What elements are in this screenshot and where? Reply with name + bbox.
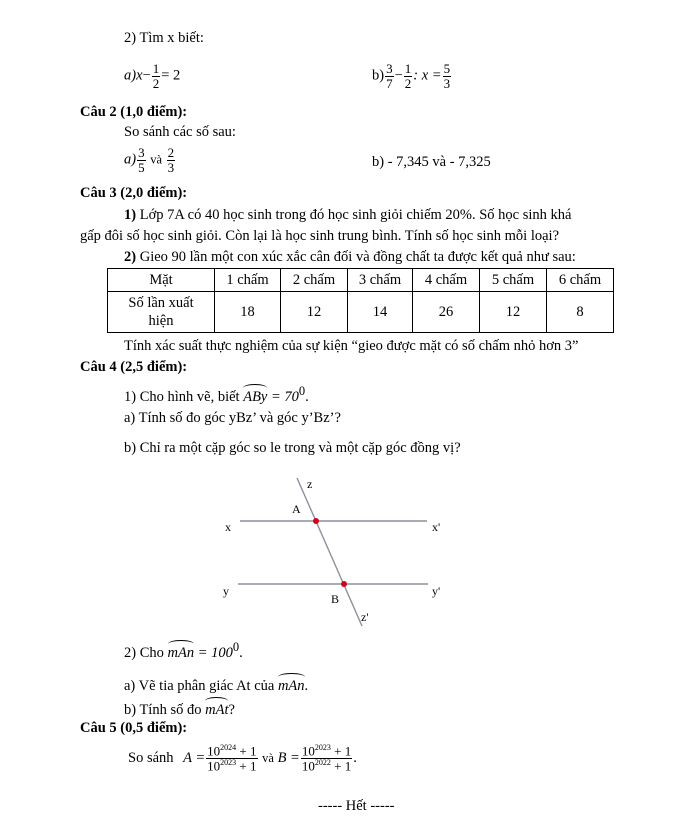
q1-part2-a-equation bbox=[124, 62, 180, 90]
table-header-cell: 1 chấm bbox=[215, 269, 281, 292]
q1b-f1-num: 3 bbox=[386, 61, 393, 76]
table-row bbox=[108, 292, 614, 333]
q3-p1-text: Lớp 7A có 40 học sinh trong đó học sinh giỏi chiếm 20%. Số học sinh khá bbox=[136, 207, 572, 223]
q5-heading: Câu 5 (0,5 điểm): bbox=[80, 720, 188, 736]
q1b-f2-num: 1 bbox=[404, 61, 412, 76]
q4-p2-intro bbox=[124, 640, 243, 662]
q5-b-num-exp: 2023 bbox=[314, 743, 331, 752]
table-cell: 26 bbox=[413, 292, 480, 333]
q2a-f2-den: 3 bbox=[167, 159, 175, 175]
q5-b-den-tail: + 1 bbox=[330, 758, 352, 774]
label-x: x bbox=[225, 520, 231, 534]
table-row-label bbox=[108, 292, 215, 333]
table-header-cell: 5 chấm bbox=[480, 269, 547, 292]
q2a-f1-den: 5 bbox=[138, 159, 145, 175]
q2-b-expression: b) - 7,345 và - 7,325 bbox=[372, 154, 491, 170]
q1b-f1-den: 7 bbox=[386, 75, 393, 91]
dice-results-table bbox=[107, 268, 614, 333]
q2a-label: a) bbox=[124, 151, 137, 168]
angle-aby: ABy bbox=[243, 386, 267, 406]
q4-p2-b-text: b) Tính số đo bbox=[124, 702, 206, 718]
q4-p2-b-end: ? bbox=[228, 702, 235, 718]
label-z-prime: z' bbox=[361, 610, 369, 624]
angle-man-2: mAn bbox=[278, 675, 305, 695]
angle-mat: mAt bbox=[205, 699, 228, 719]
q3-p2-question: Tính xác suất thực nghiệm của sự kiện “gieo được mặt có số chấm nhỏ hơn 3” bbox=[124, 338, 579, 354]
table-cell: 18 bbox=[215, 292, 281, 333]
label-y-prime: y' bbox=[432, 584, 441, 598]
q5-a-num-tail: + 1 bbox=[236, 743, 257, 759]
q4-p2-end: . bbox=[239, 644, 243, 661]
q3-p1-num: 1) bbox=[124, 207, 137, 223]
q2-heading: Câu 2 (1,0 điểm): bbox=[80, 104, 188, 120]
angle-man: mAn bbox=[168, 642, 195, 662]
q4-p2-a-text: a) Vẽ tia phân giác At của bbox=[124, 678, 278, 694]
q5-b-den-base: 10 bbox=[301, 758, 315, 774]
q5-a-lhs: A = bbox=[183, 749, 206, 766]
table-header-cell: 4 chấm bbox=[413, 269, 480, 292]
table-header-cell: Mặt bbox=[108, 269, 215, 292]
q5-expression bbox=[128, 744, 357, 773]
q5-b-num-base: 10 bbox=[301, 743, 315, 759]
label-b: B bbox=[331, 592, 340, 606]
q1-part2-title: 2) Tìm x biết: bbox=[124, 30, 204, 46]
point-b bbox=[341, 581, 347, 587]
table-cell: 14 bbox=[348, 292, 413, 333]
q2a-and: và bbox=[150, 152, 163, 167]
q2a-f2-num: 2 bbox=[167, 145, 175, 160]
table-header-cell: 3 chấm bbox=[348, 269, 413, 292]
q1b-minus: − bbox=[394, 67, 403, 84]
q2-a-expression bbox=[124, 146, 176, 174]
table-header-cell: 6 chấm bbox=[547, 269, 614, 292]
q4-p1-end: . bbox=[305, 388, 309, 405]
q3-heading: Câu 3 (2,0 điểm): bbox=[80, 185, 188, 201]
line-zz-prime bbox=[297, 478, 362, 626]
point-a bbox=[313, 518, 319, 524]
q5-a-num-exp: 2024 bbox=[220, 743, 237, 752]
q4-p1-value: = 70 bbox=[267, 388, 299, 405]
q4-p1-intro bbox=[124, 384, 309, 406]
q4-p2-text: 2) Cho bbox=[124, 644, 168, 661]
footer-end-mark: ----- Hết ----- bbox=[318, 798, 395, 814]
label-y: y bbox=[223, 584, 229, 598]
q5-b-lhs: B = bbox=[277, 749, 300, 766]
q4-p1-degree: 0 bbox=[298, 384, 306, 398]
q4-p2-a bbox=[124, 675, 308, 695]
label-z: z bbox=[307, 477, 313, 491]
q3-p1-line2: gấp đôi số học sinh giỏi. Còn lại là học sinh trung bình. Tính số học sinh mỗi loại? bbox=[80, 228, 560, 244]
q1a-frac-den: 2 bbox=[152, 75, 160, 91]
label-x-prime: x' bbox=[432, 520, 441, 534]
row-label-line1: Số lần xuất bbox=[128, 295, 194, 311]
q4-p2-degree: 0 bbox=[232, 640, 240, 654]
q5-a-num-base: 10 bbox=[207, 743, 221, 759]
q5-b-num-tail: + 1 bbox=[330, 743, 352, 759]
q2a-f1-num: 3 bbox=[138, 145, 145, 160]
table-header-row bbox=[108, 269, 614, 292]
table-cell: 8 bbox=[547, 292, 614, 333]
q1b-label: b) bbox=[372, 67, 385, 84]
table-cell: 12 bbox=[480, 292, 547, 333]
q1a-frac-num: 1 bbox=[152, 61, 160, 76]
q3-p1-line1 bbox=[124, 207, 571, 224]
q1a-minus: − bbox=[142, 67, 151, 84]
q5-b-den-exp: 2022 bbox=[314, 757, 331, 767]
q4-p2-value: = 100 bbox=[194, 644, 233, 661]
q3-p2-num: 2) bbox=[124, 249, 137, 265]
q4-p2-b bbox=[124, 699, 235, 719]
q1b-f2-den: 2 bbox=[404, 75, 412, 91]
q5-a-den-base: 10 bbox=[207, 758, 221, 774]
q1-part2-b-equation bbox=[372, 62, 452, 90]
q5-intro: So sánh bbox=[128, 749, 174, 766]
q3-p2-text: Gieo 90 lần một con xúc xắc cân đối và đồng chất ta được kết quả như sau: bbox=[136, 249, 576, 265]
row-label-line2: hiện bbox=[148, 313, 174, 329]
q4-p2-a-end: . bbox=[304, 678, 309, 694]
q4-p1-text: 1) Cho hình vẽ, biết bbox=[124, 388, 244, 405]
q5-a-den-exp: 2023 bbox=[220, 757, 237, 767]
q5-and: và bbox=[262, 750, 274, 765]
q5-end: . bbox=[353, 749, 357, 766]
q1b-f3-num: 5 bbox=[443, 61, 451, 76]
q5-a-den-tail: + 1 bbox=[236, 758, 257, 774]
q2-prompt: So sánh các số sau: bbox=[124, 124, 236, 140]
label-a: A bbox=[292, 502, 301, 516]
table-cell: 12 bbox=[281, 292, 348, 333]
q4-heading: Câu 4 (2,5 điểm): bbox=[80, 359, 188, 375]
q1a-label: a) bbox=[124, 67, 137, 84]
q1a-rhs: = 2 bbox=[161, 67, 181, 84]
q1a-x: x bbox=[136, 67, 143, 84]
q1b-div: : x = bbox=[413, 67, 442, 84]
parallel-lines-figure bbox=[215, 470, 455, 630]
q3-p2-line bbox=[124, 249, 576, 266]
table-header-cell: 2 chấm bbox=[281, 269, 348, 292]
q1b-f3-den: 3 bbox=[443, 75, 451, 91]
q4-p1-a: a) Tính số đo góc yBz’ và góc y’Bz’? bbox=[124, 410, 341, 426]
q4-p1-b: b) Chỉ ra một cặp góc so le trong và một cặp góc đồng vị? bbox=[124, 440, 461, 456]
